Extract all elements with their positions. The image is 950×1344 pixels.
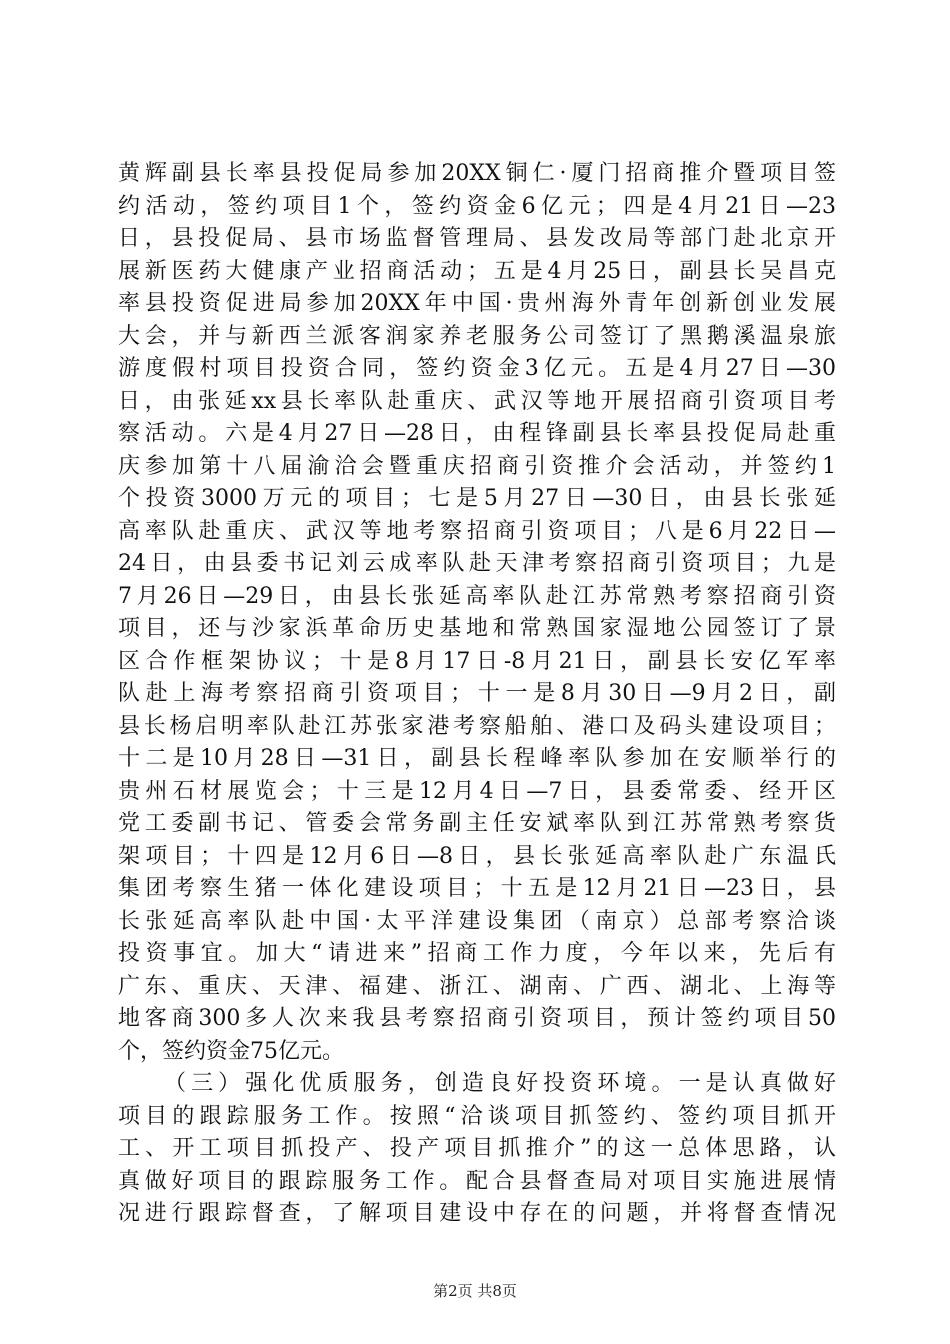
text-line: 察活动。六是4月27日—28日，由程锋副县长率县投促局赴重	[118, 421, 836, 446]
text-line: 地客商300多人次来我县考察招商引资项目，预计签约项目50	[118, 1006, 836, 1031]
text-line: 区合作框架协议；十是8月17日-8月21日，副县长安亿军率	[118, 648, 836, 674]
text-line: 24日，由县委书记刘云成率队赴天津考察招商引资项目；九是	[118, 551, 836, 576]
text-line: 真做好项目的跟踪服务工作。配合县督查局对项目实施进展情	[118, 1168, 836, 1194]
text-line: 况进行跟踪督查，了解项目建设中存在的问题，并将督查情况	[118, 1201, 836, 1226]
text-line: 长张延高率队赴中国·太平洋建设集团（南京）总部考察洽谈	[118, 908, 836, 934]
text-line: 广东、重庆、天津、福建、浙江、湖南、广西、湖北、上海等	[118, 973, 836, 999]
text-line: 党工委副书记、管委会常务副主任安斌率队到江苏常熟考察货	[118, 811, 836, 836]
text-line: 投资事宜。加大“请进来”招商工作力度，今年以来，先后有	[118, 941, 836, 966]
text-line: 集团考察生猪一体化建设项目；十五是12月21日—23日，县	[118, 876, 836, 901]
text-line: 约活动，签约项目1个，签约资金6亿元；四是4月21日—23	[118, 193, 836, 219]
text-line: 游度假村项目投资合同，签约资金3亿元。五是4月27日—30	[118, 356, 836, 381]
text-line: 展新医药大健康产业招商活动；五是4月25日，副县长吴昌克	[118, 258, 836, 284]
text-line: 县长杨启明率队赴江苏张家港考察船舶、港口及码头建设项目；	[118, 713, 836, 739]
text-line: 个投资3000万元的项目；七是5月27日—30日，由县长张延	[118, 486, 836, 511]
text-line: 率县投资促进局参加20XX年中国·贵州海外青年创新创业发展	[118, 291, 836, 316]
text-line: 日，县投促局、县市场监督管理局、县发改局等部门赴北京开	[118, 226, 836, 251]
page-number-footer: 第2页 共8页	[433, 1282, 517, 1300]
text-line: 7月26日—29日，由县长张延高率队赴江苏常熟考察招商引资	[118, 583, 836, 609]
text-line: 项目，还与沙家浜革命历史基地和常熟国家湿地公园签订了景	[118, 616, 836, 641]
text-line: 高率队赴重庆、武汉等地考察招商引资项目；八是6月22日—	[118, 518, 836, 544]
text-line: 庆参加第十八届渝洽会暨重庆招商引资推介会活动，并签约1	[118, 453, 836, 479]
text-line: 黄辉副县长率县投促局参加20XX铜仁·厦门招商推介暨项目签	[118, 161, 836, 186]
section-heading-line: （三）强化优质服务，创造良好投资环境。一是认真做好	[164, 1071, 836, 1096]
text-line: 贵州石材展览会；十三是12月4日—7日，县委常委、经开区	[118, 778, 836, 804]
body-text	[118, 158, 836, 1231]
text-line: 大会，并与新西兰派客润家养老服务公司签订了黑鹅溪温泉旅	[118, 323, 836, 349]
text-line: 架项目；十四是12月6日—8日，县长张延高率队赴广东温氏	[118, 843, 836, 869]
text-line: 个，签约资金75亿元。	[118, 1038, 344, 1064]
text-line: 项目的跟踪服务工作。按照“洽谈项目抓签约、签约项目抓开	[118, 1103, 836, 1129]
text-line: 队赴上海考察招商引资项目；十一是8月30日—9月2日，副	[118, 681, 836, 706]
text-line: 工、开工项目抓投产、投产项目抓推介”的这一总体思路，认	[118, 1136, 836, 1161]
text-line: 十二是10月28日—31日，副县长程峰率队参加在安顺举行的	[118, 746, 836, 771]
text-line: 日，由张延xx县长率队赴重庆、武汉等地开展招商引资项目考	[118, 388, 836, 414]
